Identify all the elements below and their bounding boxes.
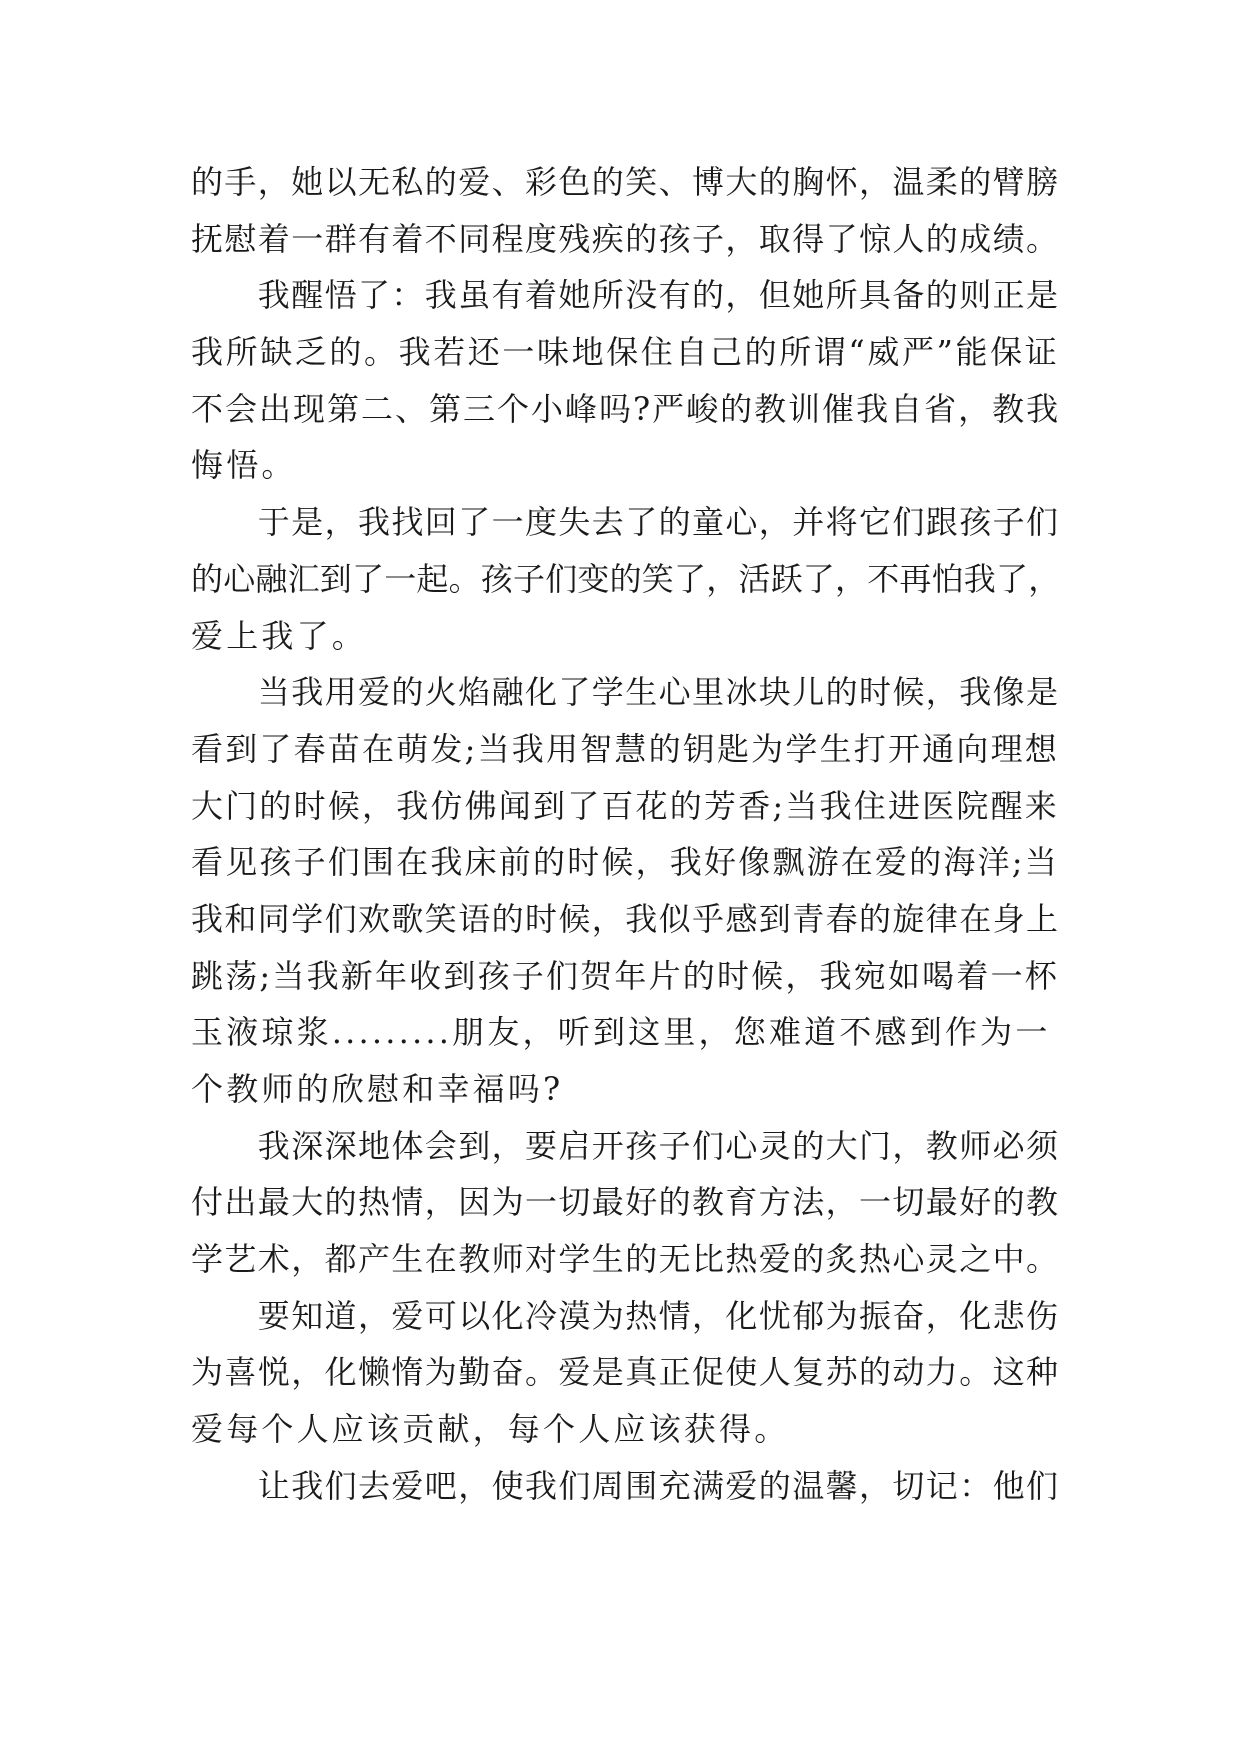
text-line: 我深深地体会到，要启开孩子们心灵的大门，教师必须 <box>191 1126 1060 1165</box>
text-line: 大门的时候，我仿佛闻到了百花的芳香;当我住进医院醒来 <box>191 786 1059 825</box>
text-line: 跳荡;当我新年收到孩子们贺年片的时候，我宛如喝着一杯 <box>191 956 1059 995</box>
text-line: 的心融汇到了一起。孩子们变的笑了，活跃了，不再怕我了， <box>191 559 1061 598</box>
text-line: 看到了春苗在萌发;当我用智慧的钥匙为学生打开通向理想 <box>191 729 1059 768</box>
text-line: 玉液琼浆.........朋友，听到这里，您难道不感到作为一 <box>191 1013 1051 1052</box>
text-line: 爱每个人应该贡献，每个人应该获得。 <box>191 1410 790 1449</box>
text-line: 于是，我找回了一度失去了的童心，并将它们跟孩子们 <box>191 503 1060 542</box>
text-line: 我醒悟了：我虽有着她所没有的，但她所具备的则正是 <box>191 276 1060 315</box>
text-line: 要知道，爱可以化冷漠为热情，化忧郁为振奋，化悲伤 <box>191 1296 1060 1335</box>
text-line: 爱上我了。 <box>191 616 368 655</box>
text-line: 的手，她以无私的爱、彩色的笑、博大的胸怀，温柔的臂膀 <box>191 163 1060 201</box>
text-line: 不会出现第二、第三个小峰吗?严峻的教训催我自省，教我 <box>191 389 1061 428</box>
text-line: 看见孩子们围在我床前的时候，我好像飘游在爱的海洋;当 <box>191 843 1059 882</box>
text-line: 我所缺乏的。我若还一味地保住自己的所谓“威严”能保证 <box>191 333 1060 372</box>
text-line: 悔悟。 <box>191 446 297 485</box>
text-line: 学艺术，都产生在教师对学生的无比热爱的炙热心灵之中。 <box>191 1240 1060 1279</box>
text-line: 为喜悦，化懒惰为勤奋。爱是真正促使人复苏的动力。这种 <box>191 1353 1060 1392</box>
text-line: 个教师的欣慰和幸福吗? <box>191 1070 564 1108</box>
body-text <box>191 154 1061 1515</box>
text-line: 让我们去爱吧，使我们周围充满爱的温馨，切记：他们 <box>191 1466 1060 1505</box>
text-line: 付出最大的热情，因为一切最好的教育方法，一切最好的教 <box>191 1183 1060 1222</box>
text-line: 我和同学们欢歌笑语的时候，我似乎感到青春的旋律在身上 <box>191 899 1060 938</box>
text-line: 抚慰着一群有着不同程度残疾的孩子，取得了惊人的成绩。 <box>191 219 1060 258</box>
text-line: 当我用爱的火焰融化了学生心里冰块儿的时候，我像是 <box>191 673 1060 712</box>
